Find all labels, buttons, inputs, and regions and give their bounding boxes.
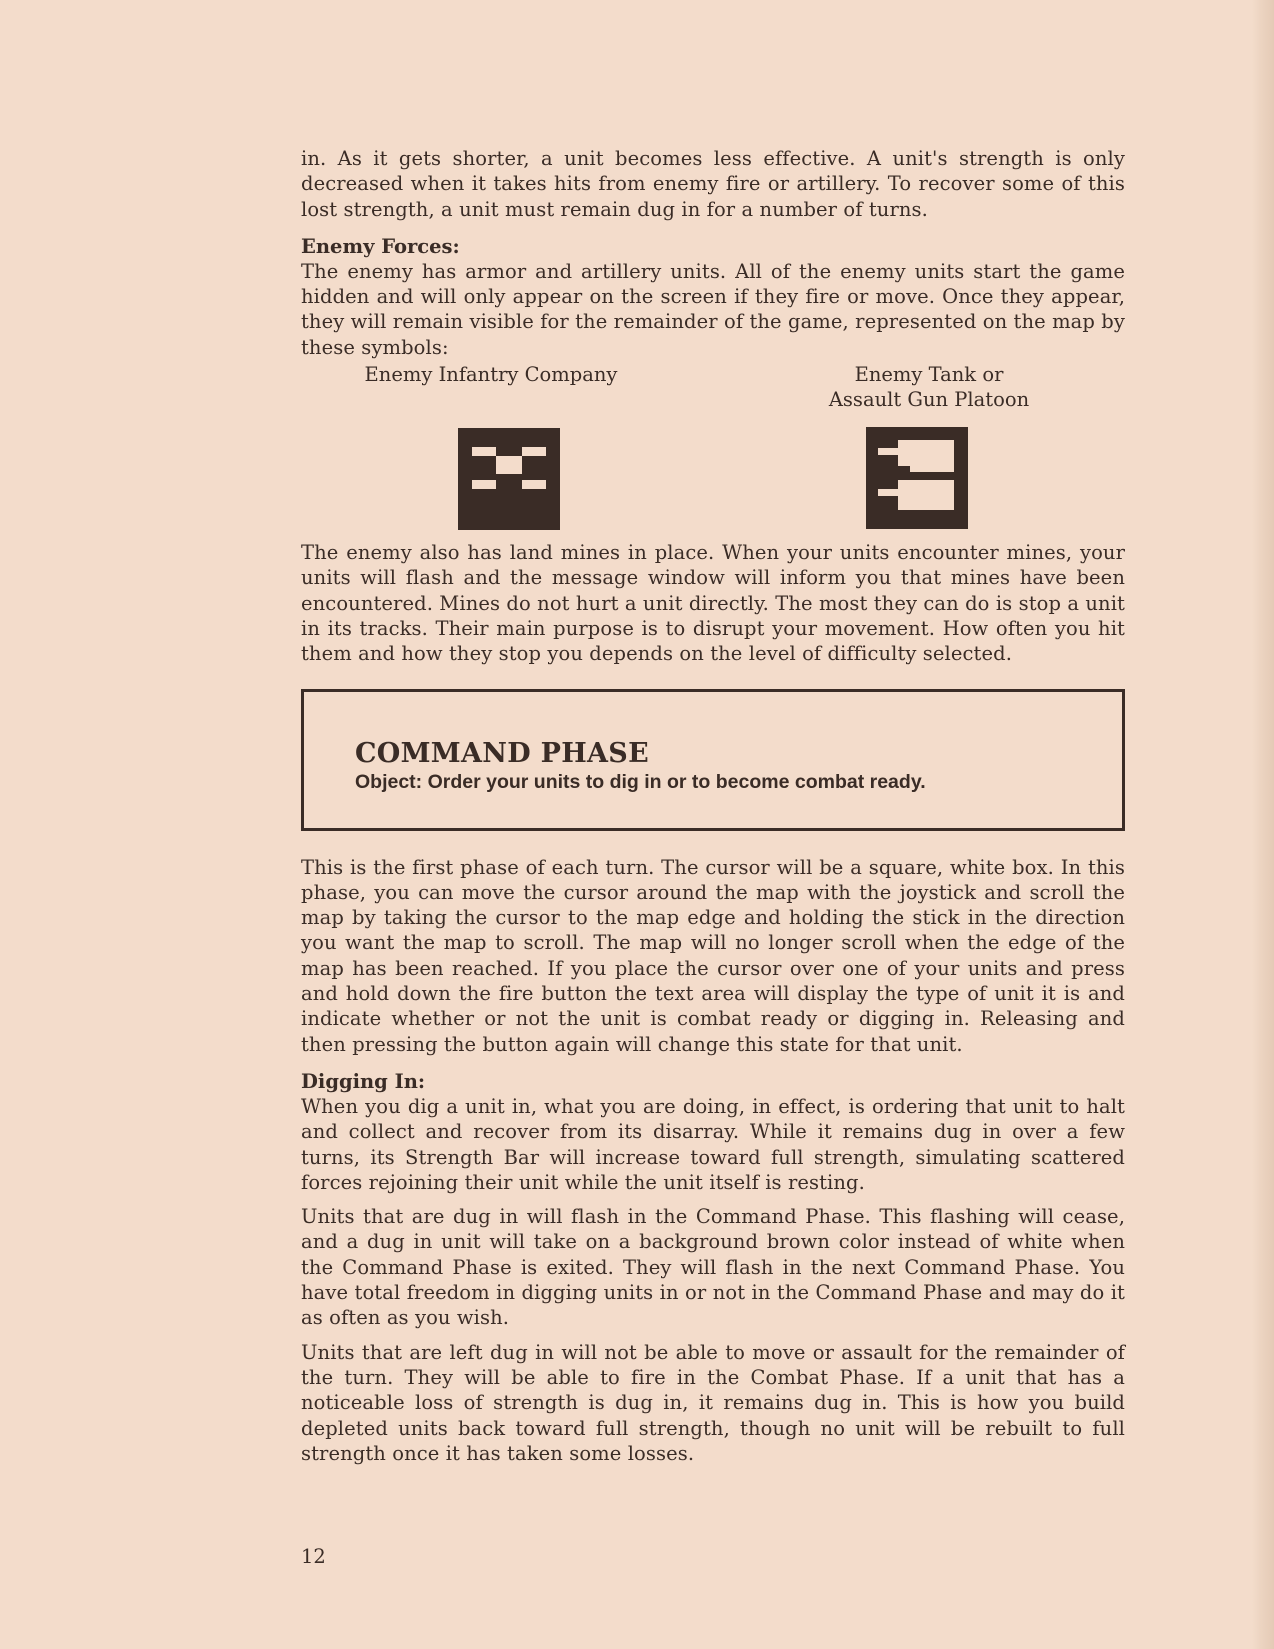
digging-in-paragraph-3: Units that are left dug in will not be able to move or assault for the remainder of the turn. They will be able to fire in the Combat Phase. If a unit that has a noticeable loss of strength is dug in, it remains dug in. This is how you build depleted units back toward full strength, though no unit will be rebuilt to full strength once it has taken some losses. — [301, 1340, 1125, 1465]
intro-paragraph: in. As it gets shorter, a unit becomes less effective. A unit's strength is only decreased when it takes hits from enemy fire or artillery. To recover some of this lost strength, a unit must remain dug in for a number of turns. — [301, 147, 1125, 221]
page-number: 12 — [301, 1545, 326, 1568]
digging-in-paragraph-2: Units that are dug in will flash in the Command Phase. This flashing will cease, and a dug in unit will take on a background brown color instead of white when the Command Phase is exited. They will flash in the next Command Phase. You have total freedom in digging units in or not in the Command Phase and may do it as often as you wish. — [301, 1205, 1125, 1330]
enemy-forces-heading: Enemy Forces: — [301, 234, 460, 258]
infantry-symbol-label: Enemy Infantry Company — [364, 363, 618, 387]
enemy-tank-icon — [866, 427, 968, 529]
tank-label-line1: Enemy Tank or — [854, 363, 1004, 387]
command-phase-paragraph: This is the first phase of each turn. The cursor will be a square, white box. In this phase, you can move the cursor around the map with the joystick and scroll the map by taking the cursor to the map edge and holding the stick in the direction you want the map to scroll. The map will no longer scroll when the edge of the map has been reached. If you place the cursor over one of your units and press and hold down the fire button the text area will display the type of unit it is and indicate whether or not the unit is combat ready or digging in. Releasing and then pressing the button again will change this state for that unit. — [301, 855, 1125, 1056]
tank-label-line2: Assault Gun Platoon — [828, 388, 1030, 412]
enemy-symbols — [301, 360, 1125, 540]
command-phase-title: COMMAND PHASE — [355, 737, 649, 769]
enemy-forces-paragraph: The enemy has armor and artillery units. All of the enemy units start the game hidden and will only appear on the screen if they fire or move. Once they appear, they will remain visible for the remainder of the game, represented on the map by these symbols: — [301, 259, 1125, 359]
page-edge — [1252, 0, 1274, 1649]
tank-symbol-label — [779, 362, 1079, 412]
command-phase-box — [301, 689, 1125, 831]
mines-paragraph: The enemy also has land mines in place. When your units encounter mines, your units will flash and the message window will inform you that mines have been encountered. Mines do not hurt a unit directly. The most they can do is stop a unit in its tracks. Their main purpose is to disrupt your movement. How often you hit them and how they stop you depends on the level of difficulty selected. — [301, 541, 1125, 666]
digging-in-heading: Digging In: — [301, 1069, 426, 1093]
enemy-infantry-icon — [458, 428, 560, 530]
page-content — [301, 146, 1125, 1466]
digging-in-paragraph-1: When you dig a unit in, what you are doing, in effect, is ordering that unit to halt and collect and recover from its disarray. While it remains dug in over a few turns, its Strength Bar will increase toward full strength, simulating scattered forces rejoining their unit while the unit itself is resting. — [301, 1094, 1125, 1194]
command-phase-object: Object: Order your units to dig in or to become combat ready. — [355, 770, 926, 793]
